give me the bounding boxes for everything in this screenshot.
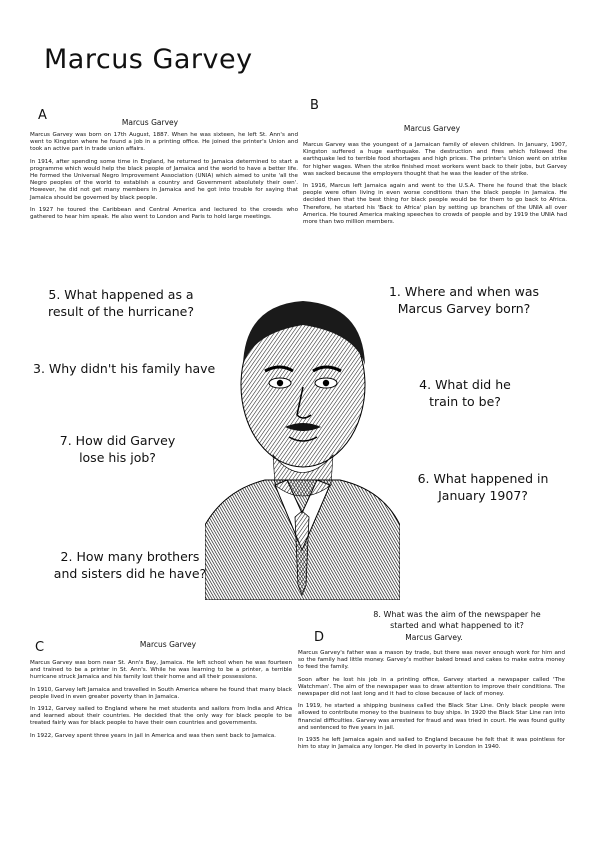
- section-a-letter: A: [38, 108, 47, 123]
- section-d-paragraph: In 1935 he left Jamaica again and sailed to England because he felt that it was pointless for him to stay in Jamaica any longer. He died in poverty in London in 1940.: [298, 737, 565, 751]
- section-a-paragraph: In 1914, after spending some time in England, he returned to Jamaica determined to start a programme which would help the black people of Jamaica and the world to have a better life. He formed the Universal Negro Improvement Association (UNIA) which aimed to unite 'all the Negro peoples of the world to establish a country and Government absolutely their own'. However, he did not get many members in Jamaica and he got into trouble for saying that Jamaica should be governed by black people.: [30, 158, 298, 201]
- section-d-body: [298, 650, 565, 756]
- section-c-letter: C: [35, 640, 45, 655]
- section-b-heading: Marcus Garvey: [403, 124, 461, 133]
- section-c-paragraph: In 1912, Garvey sailed to England where he met students and sailors from India and Africa and learned about their countries. He decided that the only way for black people to be treated fairly was for black people to have their own countries and governments.: [30, 706, 292, 727]
- section-a-heading: Marcus Garvey: [121, 118, 179, 127]
- section-b-body: [303, 142, 567, 231]
- section-a-body: [30, 132, 298, 226]
- section-c-paragraph: In 1922, Garvey spent three years in jail in America and was then sent back to Jamaica.: [30, 732, 276, 739]
- section-b-letter: B: [310, 98, 319, 113]
- question-7: 7. How did Garvey lose his job?: [59, 433, 176, 465]
- section-c-heading: Marcus Garvey: [139, 640, 197, 649]
- question-2: 2. How many brothers and sisters did he have?: [53, 549, 207, 581]
- section-b-paragraph: In 1916, Marcus left Jamaica again and went to the U.S.A. There he found that the black people were often living in even worse conditions than the black people in Jamaica. He decided then that the best thing for black people would be for them to go back to Africa. Therefore, he started his 'Back to Africa' plan by setting up branches of the UNIA all over America. He toured America making speeches to crowds of people and by 1919 the UNIA had more than two million members.: [303, 183, 567, 226]
- portrait-engraving-icon: [205, 285, 400, 600]
- question-4: 4. What did he train to be?: [419, 377, 511, 409]
- section-d-heading: Marcus Garvey.: [405, 633, 463, 642]
- section-c-paragraph: In 1910, Garvey left Jamaica and travelled in South America where he found that many black people lived in even greater poverty than in Jamaica.: [30, 686, 292, 700]
- section-a-paragraph: Marcus Garvey was born on 17th August, 1887. When he was sixteen, he left St. Ann's and went to Kingston where he found a job in a printing office. He joined the printer's Union and took an active part in trade union affairs.: [30, 132, 298, 153]
- question-6: 6. What happened in January 1907?: [417, 471, 549, 503]
- question-5: 5. What happened as a result of the hurricane?: [47, 287, 194, 319]
- section-d-paragraph: In 1919, he started a shipping business called the Black Star Line. Only black people were allowed to contribute money to the business to buy ships. In 1920 the Black Star Line ran into financial difficulties. Garvey was arrested for fraud and was tried in court. He was found guilty and sentenced to five years in jail.: [298, 703, 565, 731]
- section-c-paragraph: Marcus Garvey was born near St. Ann's Bay, Jamaica. He left school when he was fourteen and trained to be a printer in St. Ann's. While he was learning to be a printer, a terrible hurricane struck Jamaica and his family lost their home and all their possessions.: [30, 660, 292, 681]
- section-d-paragraph: Soon after he lost his job in a printing office, Garvey started a newspaper called 'The Watchman'. The aim of the newspaper was to draw attention to improve their conditions. The newspaper did not last long and it had to close because of lack of money.: [298, 676, 565, 698]
- section-c-body: [30, 660, 292, 745]
- question-1: 1. Where and when was Marcus Garvey born?: [388, 284, 540, 316]
- question-8: 8. What was the aim of the newspaper he started and what happened to it?: [373, 610, 541, 630]
- section-d-paragraph: Marcus Garvey's father was a mason by trade, but there was never enough work for him and so the family had little money. Garvey's mother baked bread and cakes to make extra money to feed the family.: [298, 650, 565, 671]
- section-d-letter: D: [314, 630, 325, 645]
- page-title: Marcus Garvey: [44, 44, 253, 75]
- section-a-paragraph: In 1927 he toured the Caribbean and Central America and lectured to the crowds who gathered to hear him speak. He also went to London and Paris to hold large meetings.: [30, 206, 298, 221]
- section-b-paragraph: Marcus Garvey was the youngest of a Jamaican family of eleven children. In January, 1907, Kingston suffered a huge earthquake. The destruction and fires which followed the earthquake led to terrible food shortages and high prices. The printer's Union went on strike for higher wages. When the strike finished most workers went back to their jobs, but Garvey was sacked because the employers thought that he was the leader of the strike.: [303, 142, 567, 177]
- question-3: 3. Why didn't his family have: [33, 361, 216, 376]
